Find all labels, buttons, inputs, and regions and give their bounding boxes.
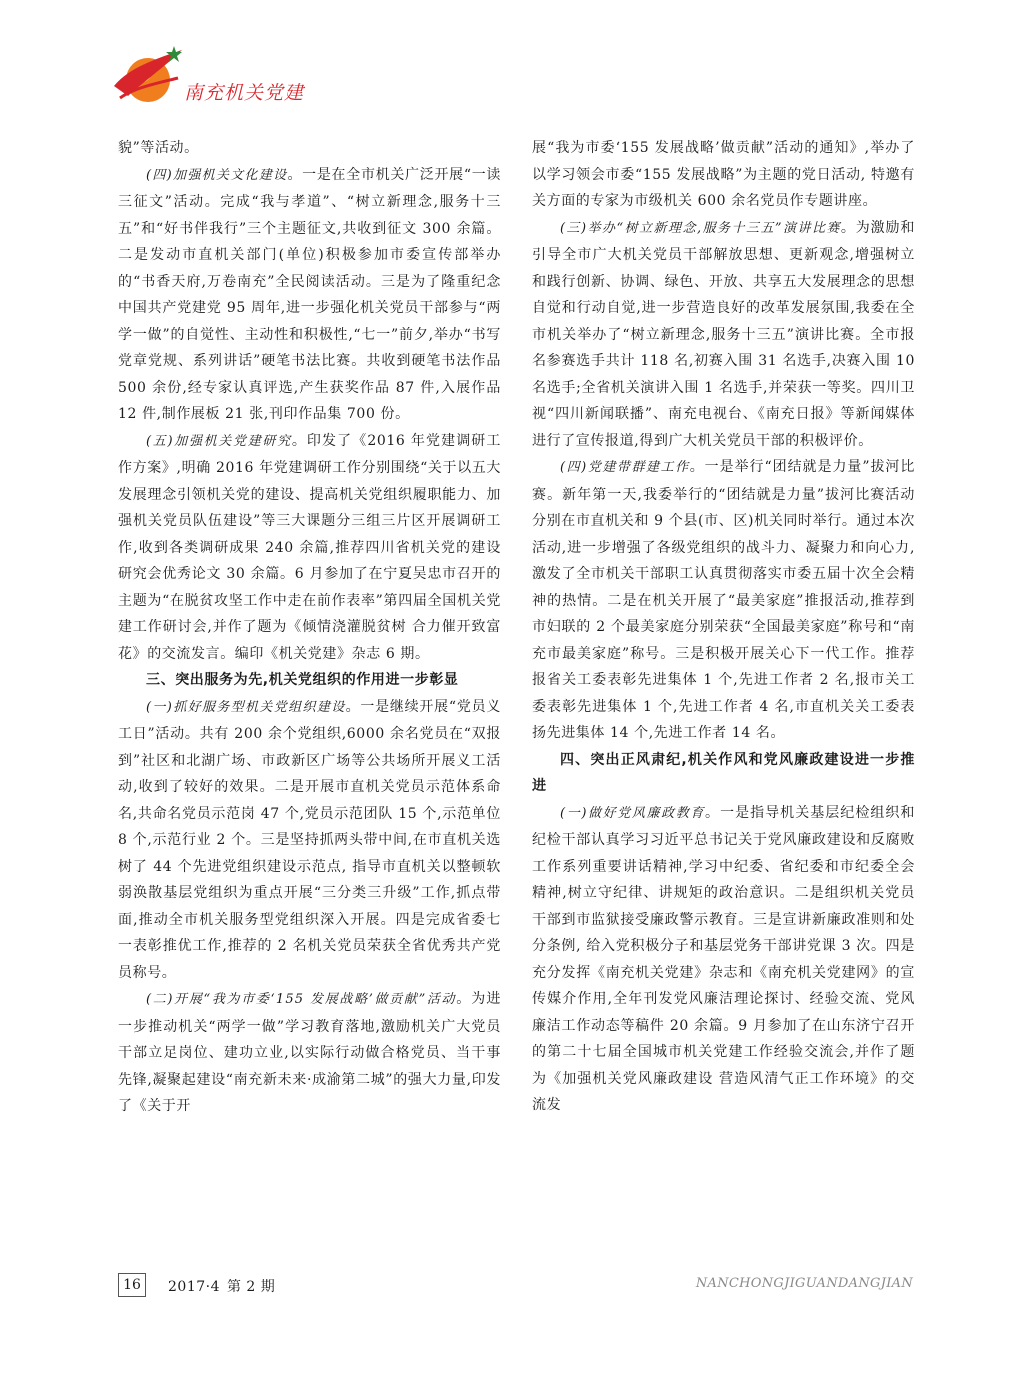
paragraph-text: 。一是指导机关基层纪检组织和纪检干部认真学习习近平总书记关于党风廉政建设和反腐败工作系列重要讲话精神,学习中纪委、省纪委和市纪委全会精神,树立守纪律、讲规矩的政治意识。二是组织机关党员干部到市监狱接受廉政警示教育。三是宣讲新廉政准则和处分条例, 给入党积极分子和基层党务干部讲党课 3 次。四是充分发挥《南充机关党建》杂志和《南充机关党建网》的宣传媒介作用,全年刊发党风廉洁理论探讨、经验交流、党风廉洁工作动态等稿件 20 余篇。9 月参加了在山东济宁召开的第二十七届全国城市机关党建工作经验交流会,并作了题为《加强机关党风廉政建设 营造风清气正工作环境》的交流发 — [532, 804, 915, 1113]
right-column — [532, 135, 915, 1119]
left-column — [118, 135, 501, 1120]
journal-name-english: NANCHONGJIGUANDANGJIAN — [695, 1276, 913, 1291]
paragraph — [118, 986, 501, 1120]
subsection-label: (三)举办“树立新理念,服务十三五”演讲比赛 — [560, 220, 841, 236]
journal-logo — [108, 38, 308, 118]
issue-number: 第 2 期 — [226, 1279, 276, 1295]
paragraph-text: 。为激励和引导全市广大机关党员干部解放思想、更新观念,增强树立和践行创新、协调、绿色、开放、共享五大发展理念的思想自觉和行动自觉,进一步营造良好的改革发展氛围,我委在全市机关举办了“树立新理念,服务十三五”演讲比赛。全市报名参赛选手共计 118 名,初赛入围 31 名选手,决赛入围 10 名选手;全省机关演讲入围 1 名选手,并荣获一等奖。四川卫视“四川新闻联播”、南充电视台、《南充日报》等新闻媒体进行了宣传报道,得到广大机关党员干部的积极评价。 — [532, 219, 916, 449]
page-number: 16 — [118, 1273, 146, 1297]
paragraph — [118, 694, 501, 987]
paragraph — [118, 162, 501, 428]
paragraph — [118, 428, 501, 668]
section-heading: 四、突出正风肃纪,机关作风和党风廉政建设进一步推进 — [532, 751, 915, 794]
section-heading: 三、突出服务为先,机关党组织的作用进一步彰显 — [146, 672, 459, 688]
orange-globe-red-ribbon-icon — [108, 38, 188, 118]
journal-title: 南充机关党建 — [184, 82, 305, 104]
paragraph — [532, 215, 915, 455]
paragraph: 展“我为市委‘155 发展战略’做贡献”活动的通知》,举办了以学习领会市委“155 发展战略”为主题的党日活动, 特邀有关方面的专家为市级机关 600 余名党员作专题讲座。 — [532, 140, 915, 209]
paragraph — [532, 800, 915, 1119]
subsection-label: (五)加强机关党建研究 — [146, 433, 292, 449]
page-footer — [0, 1270, 1015, 1300]
subsection-label: (四)党建带群建工作 — [560, 460, 690, 475]
subsection-label: (一)抓好服务型机关党组织建设 — [146, 699, 346, 715]
paragraph — [532, 454, 915, 747]
subsection-label: (二)开展“我为市委‘155 发展战略’做贡献”活动 — [146, 992, 457, 1007]
paragraph-text: 。印发了《2016 年党建调研工作方案》,明确 2016 年党建调研工作分别围绕“关于以五大发展理念引领机关党的建设、提高机关党组织履职能力、加强机关党员队伍建设”等三大课题分三组三片区开展调研工作,收到各类调研成果 240 余篇,推荐四川省机关党的建设研究会优秀论文 30 余篇。6 月参加了在宁夏吴忠市召开的主题为“在脱贫攻坚工作中走在前作表率”第四届全国机关党建工作研讨会,并作了题为《倾情浇灌脱贫树 合力催开致富花》的交流发言。编印《机关党建》杂志 6 期。 — [118, 432, 501, 662]
paragraph-text: 。一是在全市机关广泛开展“一读三征文”活动。完成“我与孝道”、“树立新理念,服务十三五”和“好书伴我行”三个主题征文,共收到征文 300 余篇。二是发动市直机关部门(单位)积极参加市委宣传部举办的“书香天府,万卷南充”全民阅读活动。三是为了隆重纪念中国共产党建党 95 周年,进一步强化机关党员干部参与“两学一做”的自觉性、主动性和积极性,“七一”前夕,举办“书写党章党规、系列讲话”硬笔书法比赛。共收到硬笔书法作品 500 余份,经专家认真评选,产生获奖作品 87 件,入展作品 12 件,制作展板 21 张,刊印作品集 700 份。 — [118, 166, 502, 422]
paragraph: 貌”等活动。 — [118, 140, 199, 156]
paragraph-text: 。为进一步推动机关“两学一做”学习教育落地,激励机关广大党员干部立足岗位、建功立业,以实际行动做合格党员、当干事先锋,凝聚起建设“南充新未来·成渝第二城”的强大力量,印发了《关于开 — [118, 991, 501, 1114]
paragraph-text: 。一是举行“团结就是力量”拔河比赛。新年第一天,我委举行的“团结就是力量”拔河比赛活动分别在市直机关和 9 个县(市、区)机关同时举行。通过本次活动,进一步增强了各级党组织的战斗力、凝聚力和向心力,激发了全市机关干部职工认真贯彻落实市委五届十次全会精神的热情。二是在机关开展了“最美家庭”推报活动,推荐到市妇联的 2 个最美家庭分别荣获“全国最美家庭”称号和“南充市最美家庭”称号。三是积极开展关心下一代工作。推荐报省关工委表彰先进集体 1 个,先进工作者 2 名,报市关工委表彰先进集体 1 个,先进工作者 4 名,市直机关关工委表扬先进集体 14 个,先进工作者 14 名。 — [532, 459, 915, 741]
subsection-label: (四)加强机关文化建设 — [146, 167, 288, 183]
issue-date: 2017·4 — [168, 1279, 220, 1295]
issue-info — [168, 1276, 277, 1296]
paragraph-text: 。一是继续开展“党员义工日”活动。共有 200 余个党组织,6000 余名党员在“双报到”社区和北湖广场、市政新区广场等公共场所开展义工活动,收到了较好的效果。二是开展市直机关党员示范体系命名,共命名党员示范岗 47 个,党员示范团队 15 个,示范单位 8 个,示范行业 2 个。三是坚持抓两头带中间,在市直机关选树了 44 个先进党组织建设示范点, 指导市直机关以整顿软弱涣散基层党组织为重点开展“三分类三升级”工作,抓点带面,推动全市机关服务型党组织深入开展。四是完成省委七一表彰推优工作,推荐的 2 名机关党员荣获全省优秀共产党员称号。 — [118, 698, 501, 981]
subsection-label: (一)做好党风廉政教育 — [560, 805, 706, 821]
